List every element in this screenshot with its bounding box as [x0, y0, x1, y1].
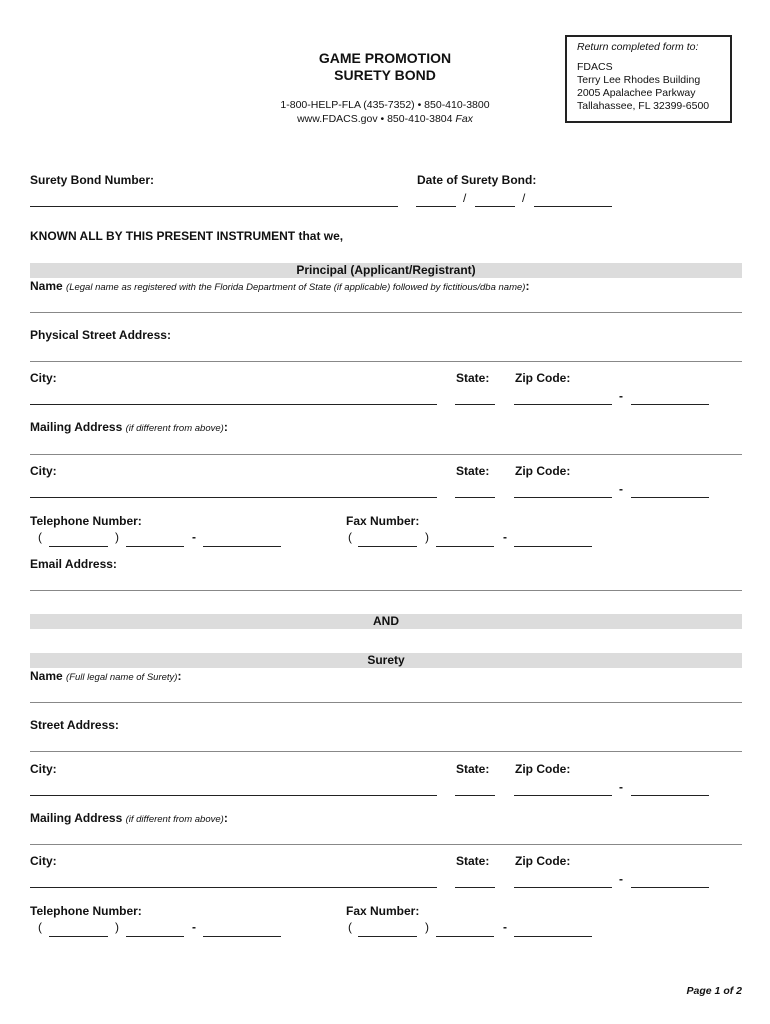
surety-zip-label: Zip Code:	[515, 762, 571, 776]
principal-fax-label: Fax Number:	[346, 514, 420, 528]
principal-phone-line-field[interactable]	[203, 546, 281, 547]
phone-dash: -	[192, 530, 196, 544]
surety-zip-ext-field[interactable]	[631, 795, 709, 796]
surety-mailing-colon: :	[223, 811, 228, 825]
surety-mail-zip-ext-field[interactable]	[631, 887, 709, 888]
principal-state-label: State:	[456, 371, 490, 385]
surety-name-label-row	[30, 669, 181, 683]
form-title-line1: GAME PROMOTION	[318, 50, 452, 66]
fax-dash: -	[503, 920, 507, 934]
principal-zip-field[interactable]	[514, 404, 612, 405]
date-sep-2: /	[522, 191, 526, 205]
and-separator: AND	[30, 614, 742, 629]
principal-mail-state-field[interactable]	[455, 497, 495, 498]
surety-street-field[interactable]	[30, 751, 742, 752]
surety-mailing-hint: (if different from above)	[125, 814, 224, 825]
surety-mailing-label-row	[30, 811, 228, 825]
principal-zip-ext-field[interactable]	[631, 404, 709, 405]
principal-mailing-colon: :	[223, 420, 228, 434]
surety-mailing-field[interactable]	[30, 844, 742, 845]
return-line3: 2005 Apalachee Parkway	[577, 87, 696, 99]
bond-date-label: Date of Surety Bond:	[417, 173, 537, 187]
paren-open: (	[348, 920, 352, 934]
bond-number-field[interactable]	[30, 206, 398, 207]
zip-dash: -	[619, 482, 623, 496]
principal-mail-zip-ext-field[interactable]	[631, 497, 709, 498]
surety-mail-state-field[interactable]	[455, 887, 495, 888]
zip-dash: -	[619, 389, 623, 403]
bond-date-day-field[interactable]	[475, 206, 515, 207]
principal-city-label: City:	[30, 371, 57, 385]
principal-name-field[interactable]	[30, 312, 742, 313]
surety-name-colon: :	[177, 669, 182, 683]
surety-name-hint: (Full legal name of Surety)	[66, 672, 178, 683]
principal-city-field[interactable]	[30, 404, 437, 405]
principal-mailing-label-row	[30, 420, 228, 434]
surety-fax-line-field[interactable]	[514, 936, 592, 937]
surety-phone-area-field[interactable]	[49, 936, 108, 937]
surety-mail-zip-label: Zip Code:	[515, 854, 571, 868]
surety-state-label: State:	[456, 762, 490, 776]
principal-fax-prefix-field[interactable]	[436, 546, 494, 547]
principal-state-field[interactable]	[455, 404, 495, 405]
principal-email-field[interactable]	[30, 590, 742, 591]
principal-mail-state-label: State:	[456, 464, 490, 478]
surety-state-field[interactable]	[455, 795, 495, 796]
principal-heading: Principal (Applicant/Registrant)	[30, 263, 742, 278]
principal-physical-field[interactable]	[30, 361, 742, 362]
principal-fax-area-field[interactable]	[358, 546, 417, 547]
form-title-line2: SURETY BOND	[334, 67, 436, 83]
surety-mailing-label: Mailing Address	[30, 811, 123, 825]
contact-web-text: www.FDACS.gov • 850-410-3804	[297, 113, 453, 125]
paren-close: )	[115, 530, 119, 544]
principal-fax-line-field[interactable]	[514, 546, 592, 547]
surety-mail-city-field[interactable]	[30, 887, 437, 888]
return-line1: FDACS	[577, 61, 613, 73]
principal-email-label: Email Address:	[30, 557, 117, 571]
surety-fax-prefix-field[interactable]	[436, 936, 494, 937]
principal-zip-label: Zip Code:	[515, 371, 571, 385]
principal-physical-label: Physical Street Address:	[30, 328, 171, 342]
intro-statement: KNOWN ALL BY THIS PRESENT INSTRUMENT that we,	[30, 229, 344, 243]
surety-phone-label: Telephone Number:	[30, 904, 142, 918]
surety-street-label: Street Address:	[30, 718, 119, 732]
return-address-box	[565, 35, 732, 123]
return-heading: Return completed form to:	[577, 41, 699, 53]
principal-mailing-label: Mailing Address	[30, 420, 123, 434]
principal-mail-zip-field[interactable]	[514, 497, 612, 498]
bond-number-label: Surety Bond Number:	[30, 173, 155, 187]
principal-mail-zip-label: Zip Code:	[515, 464, 571, 478]
surety-name-label: Name	[30, 669, 63, 683]
surety-mail-city-label: City:	[30, 854, 57, 868]
principal-mailing-hint: (if different from above)	[125, 423, 224, 434]
paren-close: )	[425, 920, 429, 934]
zip-dash: -	[619, 780, 623, 794]
principal-name-label-row	[30, 279, 529, 293]
surety-mail-zip-field[interactable]	[514, 887, 612, 888]
principal-phone-prefix-field[interactable]	[126, 546, 184, 547]
surety-phone-line-field[interactable]	[203, 936, 281, 937]
surety-zip-field[interactable]	[514, 795, 612, 796]
principal-mail-city-label: City:	[30, 464, 57, 478]
return-line2: Terry Lee Rhodes Building	[577, 74, 701, 86]
principal-name-label: Name	[30, 279, 63, 293]
surety-city-label: City:	[30, 762, 57, 776]
paren-close: )	[425, 530, 429, 544]
contact-web	[230, 112, 540, 126]
paren-open: (	[38, 530, 42, 544]
surety-city-field[interactable]	[30, 795, 437, 796]
surety-fax-area-field[interactable]	[358, 936, 417, 937]
surety-fax-label: Fax Number:	[346, 904, 420, 918]
date-sep-1: /	[463, 191, 467, 205]
principal-name-colon: :	[525, 279, 530, 293]
page-number: Page 1 of 2	[686, 985, 742, 997]
principal-phone-label: Telephone Number:	[30, 514, 142, 528]
paren-open: (	[38, 920, 42, 934]
principal-name-hint: (Legal name as registered with the Florida Department of State (if applicable) followed by fictitious/dba name)	[66, 282, 526, 293]
principal-mail-city-field[interactable]	[30, 497, 437, 498]
surety-heading: Surety	[30, 653, 742, 668]
surety-mail-state-label: State:	[456, 854, 490, 868]
return-line4: Tallahassee, FL 32399-6500	[577, 100, 710, 112]
bond-date-year-field[interactable]	[534, 206, 612, 207]
zip-dash: -	[619, 872, 623, 886]
principal-phone-area-field[interactable]	[49, 546, 108, 547]
fax-word: Fax	[455, 113, 473, 125]
surety-name-field[interactable]	[30, 702, 742, 703]
surety-phone-prefix-field[interactable]	[126, 936, 184, 937]
paren-open: (	[348, 530, 352, 544]
phone-dash: -	[192, 920, 196, 934]
paren-close: )	[115, 920, 119, 934]
contact-phone: 1-800-HELP-FLA (435-7352) • 850-410-3800	[280, 99, 490, 111]
principal-mailing-field[interactable]	[30, 454, 742, 455]
bond-date-month-field[interactable]	[416, 206, 456, 207]
fax-dash: -	[503, 530, 507, 544]
